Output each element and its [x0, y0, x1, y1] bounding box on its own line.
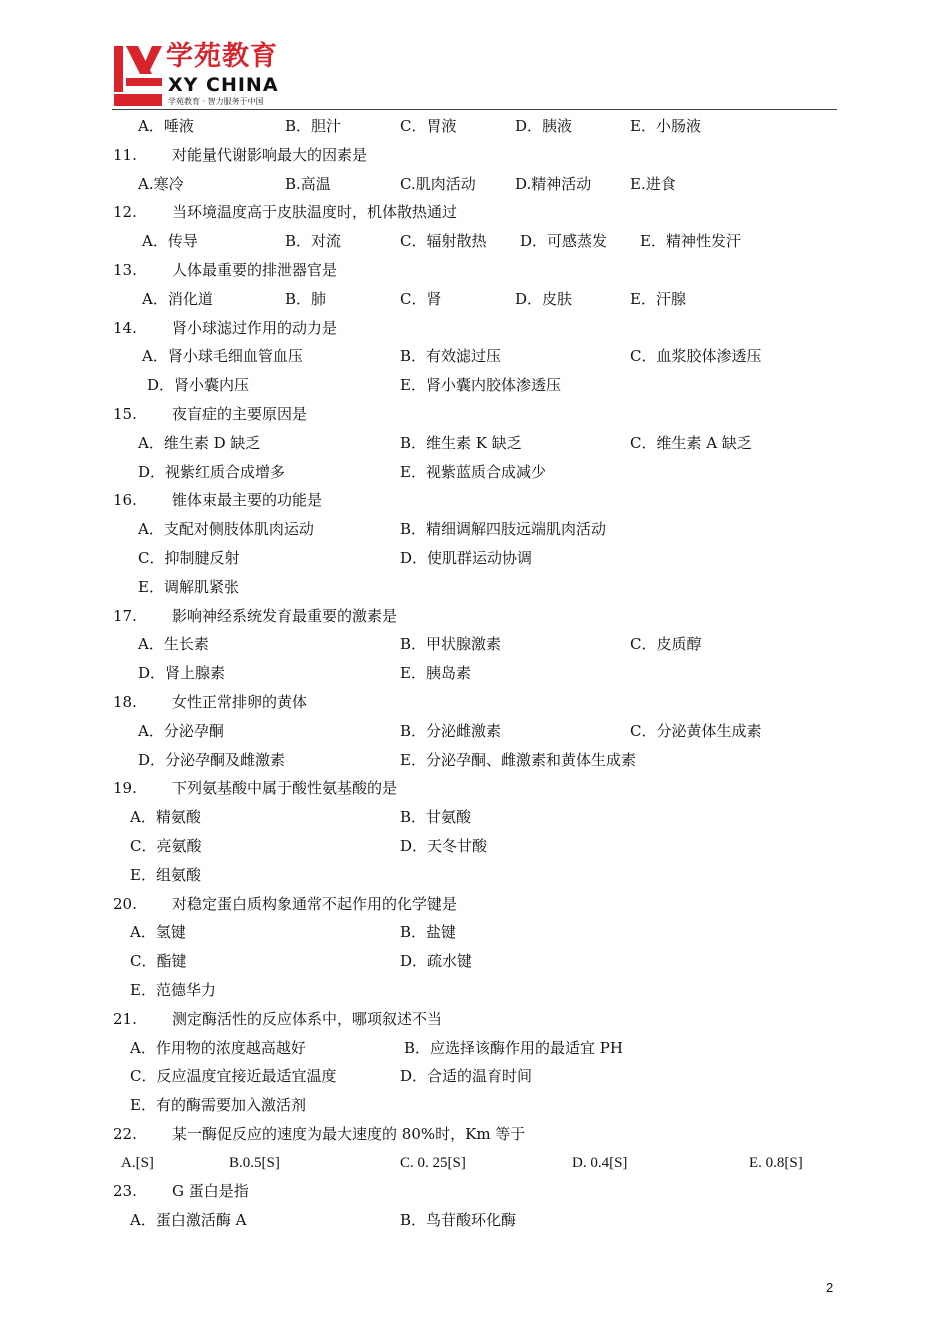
- option-row: [0, 630, 950, 659]
- question-text: 人体最重要的排泄器官是: [172, 260, 338, 279]
- option-a: A．传导: [142, 232, 198, 251]
- option-d: D．视紫红质合成增多: [138, 462, 286, 481]
- option-b: B．分泌雌激素: [400, 721, 502, 740]
- option-a: A．支配对侧肢体肌肉运动: [138, 520, 314, 539]
- option-row: [0, 976, 950, 1005]
- option-a: A．肾小球毛细血管血压: [142, 347, 303, 366]
- logo-english-text: XY CHINA: [168, 74, 279, 96]
- question-stem: [0, 198, 950, 227]
- option-b: B．维生素 K 缺乏: [400, 433, 522, 452]
- question-text: 测定酶活性的反应体系中，哪项叙述不当: [172, 1009, 443, 1028]
- option-c: C.肌肉活动: [400, 174, 476, 193]
- question-stem: [0, 141, 950, 170]
- question-text: 下列氨基酸中属于酸性氨基酸的是: [172, 779, 398, 798]
- option-b: B．鸟苷酸环化酶: [400, 1211, 517, 1230]
- option-c: C．反应温度宜接近最适宜温度: [130, 1067, 337, 1086]
- question-stem: [0, 602, 950, 631]
- option-d: D．天冬甘酸: [400, 836, 488, 855]
- option-c: C．分泌黄体生成素: [630, 721, 762, 740]
- option-b: B．有效滤过压: [400, 347, 502, 366]
- logo-slogan: 学苑教育 · 智力服务于中国: [168, 97, 264, 106]
- option-row: [0, 112, 950, 141]
- option-e: E．有的酶需要加入激活剂: [130, 1096, 306, 1115]
- question-stem: [0, 256, 950, 285]
- question-number: 20.: [113, 894, 137, 913]
- question-stem: [0, 400, 950, 429]
- option-a: A．唾液: [138, 117, 194, 135]
- option-b: B．肺: [285, 289, 327, 308]
- option-row: [0, 573, 950, 602]
- option-d: D．疏水键: [400, 952, 473, 971]
- option-c: C．胃液: [400, 117, 457, 135]
- question-number: 22.: [113, 1124, 137, 1143]
- question-number: 14.: [113, 318, 137, 337]
- header-divider: [112, 109, 837, 110]
- question-text: 锥体束最主要的功能是: [172, 491, 323, 510]
- option-a: A．氢键: [130, 923, 186, 942]
- option-e: E. 0.8[S]: [749, 1154, 803, 1171]
- option-c: C. 0. 25[S]: [400, 1154, 466, 1171]
- question-text: 某一酶促反应的速度为最大速度的 80%时，Km 等于: [172, 1124, 526, 1143]
- option-a: A．作用物的浓度越高越好: [130, 1038, 306, 1057]
- option-a: A．生长素: [138, 635, 209, 654]
- question-number: 21.: [113, 1009, 137, 1028]
- question-number: 11.: [113, 145, 137, 164]
- question-stem: [0, 486, 950, 515]
- option-row: [0, 342, 950, 371]
- option-c: C．亮氨酸: [130, 836, 202, 855]
- option-row: [0, 947, 950, 976]
- option-c: C．维生素 A 缺乏: [630, 433, 752, 452]
- option-b: B．对流: [285, 232, 342, 251]
- question-number: 17.: [113, 606, 137, 625]
- option-a: A.寒冷: [138, 174, 184, 193]
- option-b: B．盐键: [400, 923, 457, 942]
- question-text: 当环境温度高于皮肤温度时，机体散热通过: [172, 203, 458, 222]
- option-row: [0, 717, 950, 746]
- option-d: D.精神活动: [515, 174, 592, 193]
- option-e: E．胰岛素: [400, 664, 471, 683]
- option-b: B.0.5[S]: [229, 1154, 280, 1171]
- question-text: 夜盲症的主要原因是: [172, 404, 308, 423]
- question-stem: [0, 1177, 950, 1206]
- option-d: D．肾小囊内压: [147, 376, 250, 395]
- option-row: [0, 746, 950, 775]
- option-row: [0, 1034, 950, 1063]
- question-text: 影响神经系统发育最重要的激素是: [172, 606, 398, 625]
- option-row: [0, 861, 950, 890]
- question-text: 对稳定蛋白质构象通常不起作用的化学键是: [172, 894, 458, 913]
- option-d: D．使肌群运动协调: [400, 548, 533, 567]
- option-row: [0, 170, 950, 199]
- option-a: A．蛋白激活酶 A: [130, 1211, 247, 1230]
- option-row: [0, 429, 950, 458]
- option-e: E．分泌孕酮、雌激素和黄体生成素: [400, 750, 636, 769]
- option-d: D．胰液: [515, 117, 573, 135]
- option-row: [0, 1062, 950, 1091]
- question-text: 对能量代谢影响最大的因素是: [172, 145, 368, 164]
- question-number: 13.: [113, 260, 137, 279]
- option-a: A．消化道: [142, 289, 213, 308]
- option-c: C．皮质醇: [630, 635, 702, 654]
- option-d: D．可感蒸发: [520, 232, 608, 251]
- option-b: B．甲状腺激素: [400, 635, 502, 654]
- option-row: [0, 227, 950, 256]
- option-row: [0, 918, 950, 947]
- option-d: D．合适的温育时间: [400, 1067, 533, 1086]
- option-c: C．肾: [400, 289, 442, 308]
- question-text: G 蛋白是指: [172, 1182, 249, 1201]
- option-row: [0, 803, 950, 832]
- question-number: 12.: [113, 203, 137, 222]
- option-e: E．汗腺: [630, 289, 686, 308]
- page-header: [112, 42, 837, 112]
- question-stem: [0, 774, 950, 803]
- option-row: [0, 285, 950, 314]
- option-c: C．酯键: [130, 952, 187, 971]
- option-row: [0, 371, 950, 400]
- question-number: 19.: [113, 779, 137, 798]
- option-e: E．调解肌紧张: [138, 577, 239, 596]
- option-row: [0, 1149, 950, 1178]
- option-row: [0, 1206, 950, 1235]
- question-number: 23.: [113, 1182, 137, 1201]
- option-e: E．小肠液: [630, 117, 701, 135]
- option-e: E.进食: [630, 174, 676, 193]
- option-a: A．精氨酸: [130, 808, 201, 827]
- option-e: E．范德华力: [130, 980, 216, 999]
- logo-chinese-text: 学苑教育: [166, 41, 278, 72]
- option-row: [0, 458, 950, 487]
- page-number: 2: [826, 1280, 834, 1295]
- question-stem: [0, 890, 950, 919]
- option-row: [0, 515, 950, 544]
- option-b: B．应选择该酶作用的最适宜 PH: [404, 1038, 623, 1057]
- option-a: A.[S]: [121, 1154, 154, 1171]
- option-e: E．组氨酸: [130, 865, 201, 884]
- question-number: 15.: [113, 404, 137, 423]
- question-stem: [0, 688, 950, 717]
- option-c: C．抑制腱反射: [138, 548, 240, 567]
- question-stem: [0, 314, 950, 343]
- option-row: [0, 832, 950, 861]
- question-text: 女性正常排卵的黄体: [172, 692, 308, 711]
- option-d: D．皮肤: [515, 289, 573, 308]
- question-number: 18.: [113, 692, 137, 711]
- question-number: 16.: [113, 491, 137, 510]
- option-a: A．分泌孕酮: [138, 721, 224, 740]
- option-c: C．血浆胶体渗透压: [630, 347, 762, 366]
- question-stem: [0, 1120, 950, 1149]
- option-b: B．精细调解四肢远端肌肉活动: [400, 520, 607, 539]
- option-d: D. 0.4[S]: [572, 1154, 628, 1171]
- option-e: E．精神性发汗: [640, 232, 741, 251]
- option-row: [0, 1091, 950, 1120]
- xuebao-logo-icon: [112, 44, 164, 108]
- option-d: D．肾上腺素: [138, 664, 226, 683]
- question-text: 肾小球滤过作用的动力是: [172, 318, 338, 337]
- option-a: A．维生素 D 缺乏: [138, 433, 261, 452]
- option-b: B．胆汁: [285, 117, 342, 135]
- option-b: B.高温: [285, 174, 331, 193]
- option-row: [0, 544, 950, 573]
- option-c: C．辐射散热: [400, 232, 487, 251]
- option-e: E．视紫蓝质合成减少: [400, 462, 546, 481]
- question-stem: [0, 1005, 950, 1034]
- option-e: E．肾小囊内胶体渗透压: [400, 376, 561, 395]
- option-d: D．分泌孕酮及雌激素: [138, 750, 286, 769]
- question-list: [0, 112, 950, 1235]
- option-b: B．甘氨酸: [400, 808, 472, 827]
- option-row: [0, 659, 950, 688]
